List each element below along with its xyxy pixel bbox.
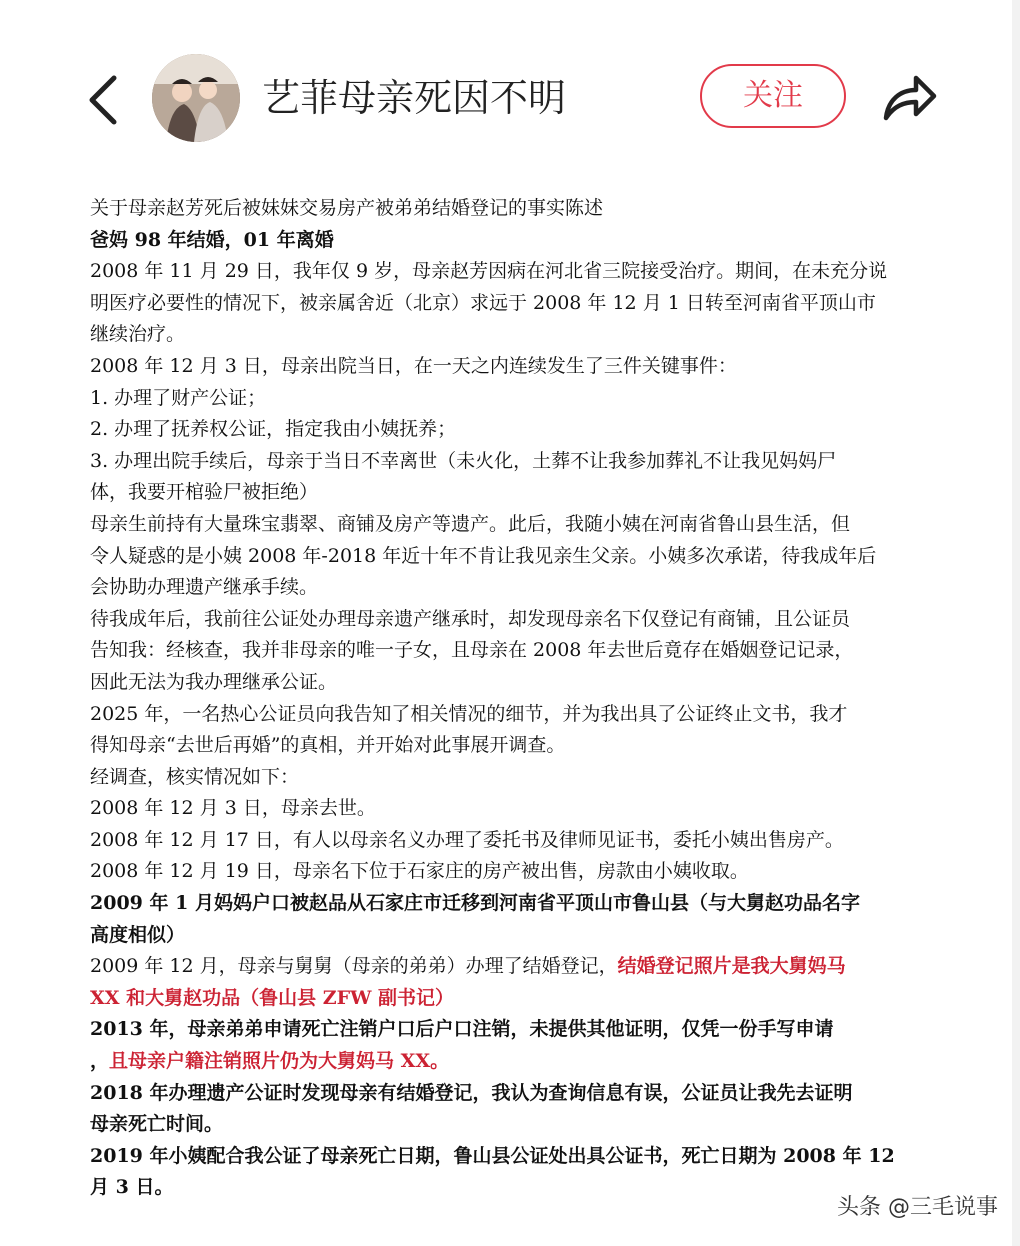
document-line [90,856,946,888]
document-line [90,1014,946,1046]
document-line [90,414,946,446]
document-line [90,635,946,667]
highlighted-text: 结婚登记照片是我大舅妈马 [617,955,846,978]
document-line [90,825,946,857]
document-line-text: 得知母亲“去世后再婚”的真相，并开始对此事展开调查。 [90,734,566,757]
profile-name[interactable]: 艺菲母亲死因不明 [262,76,567,120]
statement-document [90,193,946,1204]
document-line-text: 2025 年，一名热心公证员向我告知了相关情况的细节，并为我出具了公证终止文书，我才 [90,702,848,725]
document-line [90,730,946,762]
document-line [90,288,946,320]
document-line [90,604,946,636]
document-line [90,572,946,604]
follow-button[interactable]: 关注 [700,64,846,128]
document-line [90,1109,946,1141]
document-line [90,762,946,794]
document-line [90,1141,946,1173]
scroll-edge [1012,0,1020,1246]
document-line-text: 2008 年 12 月 19 日，母亲名下位于石家庄的房产被出售，房款由小姨收取。 [90,860,749,883]
document-line-text: 母亲生前持有大量珠宝翡翠、商铺及房产等遗产。此后，我随小姨在河南省鲁山县生活，但 [90,512,851,535]
document-line-text: 月 3 日。 [90,1176,174,1199]
document-line [90,1046,946,1078]
document-line-text: 告知我：经核查，我并非母亲的唯一子女，且母亲在 2008 年去世后竟存在婚姻登记记录， [90,639,854,662]
document-line-text: 会协助办理遗产继承手续。 [90,576,319,599]
document-line [90,477,946,509]
document-line-text: ， [90,1050,110,1073]
document-line [90,541,946,573]
back-arrow-icon[interactable] [80,72,124,128]
document-line [90,983,946,1015]
document-line-text: 2009 年 12 月，母亲与舅舅（母亲的弟弟）办理了结婚登记， [90,955,618,978]
share-arrow-icon[interactable] [880,70,938,124]
document-line [90,383,946,415]
document-line-text: 明医疗必要性的情况下，被亲属舍近（北京）求远于 2008 年 12 月 1 日转至河南省平顶山市 [90,291,876,314]
document-line-text: 2. 办理了抚养权公证，指定我由小姨抚养； [90,418,457,441]
document-line [90,446,946,478]
document-line-text: 3. 办理出院手续后，母亲于当日不幸离世（未火化，土葬不让我参加葬礼不让我见妈妈尸 [90,449,837,472]
document-line [90,351,946,383]
highlighted-text: 且母亲户籍注销照片仍为大舅妈马 XX。 [109,1050,450,1073]
document-line [90,225,946,257]
app-header [0,0,1020,160]
document-line [90,193,946,225]
avatar[interactable] [152,54,240,142]
document-line-text: 2008 年 11 月 29 日，我年仅 9 岁，母亲赵芳因病在河北省三院接受治疗。期间，在未充分说 [90,260,888,283]
highlighted-text: XX 和大舅赵功品（鲁山县 ZFW 副书记） [90,986,455,1009]
document-line [90,1078,946,1110]
document-line-text: 2008 年 12 月 17 日，有人以母亲名义办理了委托书及律师见证书，委托小姨出售房产。 [90,828,844,851]
document-line-text: 2008 年 12 月 3 日，母亲出院当日，在一天之内连续发生了三件关键事件： [90,354,737,377]
document-line-text: 关于母亲赵芳死后被妹妹交易房产被弟弟结婚登记的事实陈述 [90,197,604,219]
document-line [90,951,946,983]
document-line-text: 2009 年 1 月妈妈户口被赵品从石家庄市迁移到河南省平顶山市鲁山县（与大舅赵功品名字 [90,892,860,915]
document-line-text: 2018 年办理遗产公证时发现母亲有结婚登记，我认为查询信息有误，公证员让我先去证明 [90,1081,853,1104]
watermark: 头条 @三毛说事 [837,1195,998,1220]
document-line-text: 高度相似） [90,923,186,946]
document-line-text: 爸妈 98 年结婚，01 年离婚 [90,228,334,251]
document-line-text: 体，我要开棺验尸被拒绝） [90,481,319,504]
document-line [90,1172,946,1204]
document-line [90,319,946,351]
document-line [90,888,946,920]
document-line [90,509,946,541]
document-line-text: 2013 年，母亲弟弟申请死亡注销户口后户口注销，未提供其他证明，仅凭一份手写申请 [90,1018,834,1041]
document-line [90,793,946,825]
document-line-text: 待我成年后，我前往公证处办理母亲遗产继承时，却发现母亲名下仅登记有商铺，且公证员 [90,607,851,630]
document-line-text: 2019 年小姨配合我公证了母亲死亡日期，鲁山县公证处出具公证书，死亡日期为 2008 年 12 [90,1144,895,1167]
document-line [90,920,946,952]
document-line-text: 母亲死亡时间。 [90,1113,224,1136]
document-line [90,256,946,288]
document-line-text: 1. 办理了财产公证； [90,386,267,409]
document-line-text: 因此无法为我办理继承公证。 [90,670,338,693]
document-line-text: 经调查，核实情况如下： [90,765,300,788]
document-line [90,667,946,699]
document-line [90,699,946,731]
document-line-text: 2008 年 12 月 3 日，母亲去世。 [90,797,376,820]
document-line-text: 继续治疗。 [90,323,186,346]
document-line-text: 令人疑惑的是小姨 2008 年-2018 年近十年不肯让我见亲生父亲。小姨多次承诺，待我成年后 [90,544,877,567]
